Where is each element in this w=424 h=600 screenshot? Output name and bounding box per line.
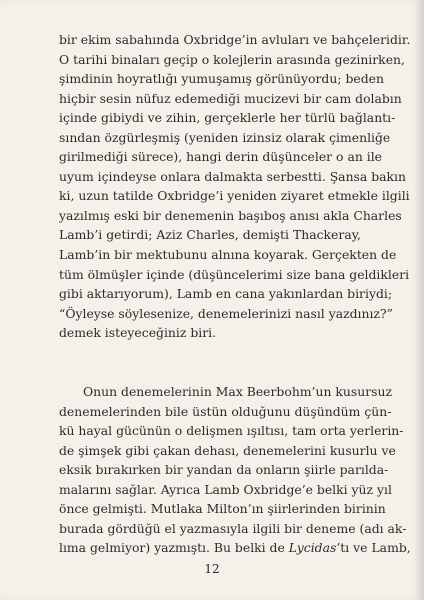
text-line: gibi aktarıyorum), Lamb en cana yakınlardan biriydi;: [59, 286, 393, 302]
text-segment: lıma gelmiyor) yazmıştı. Bu belki de: [59, 540, 289, 556]
text-line: Lamb’i getirdi; Aziz Charles, demişti Thackeray,: [59, 227, 361, 243]
text-line: girilmediği sürece), hangi derin düşünceler o an ile: [59, 149, 383, 165]
text-line: şimdinin hoyratlığı yumuşamış görünüyordu; beden: [59, 71, 384, 87]
text-line: malarını sağlar. Ayrıca Lamb Oxbridge’e belki yüz yıl: [59, 481, 392, 497]
text-line: bir ekim sabahında Oxbridge’in avluları ve bahçeleridir.: [59, 32, 411, 47]
text-line: Onun denemelerinin Max Beerbohm’un kusursuz: [83, 384, 393, 399]
page-number: 12: [204, 562, 220, 576]
text-line: sından özgürleşmiş (yeniden izinsiz olarak çimenliğe: [59, 129, 391, 145]
text-line: kü hayal gücünün o delişmen ışıltısı, tam orta yerlerin-: [59, 423, 404, 439]
text-line: uyum içindeyse onlara dalmakta serbestti. Şansa bakın: [59, 168, 407, 184]
text-segment: ’tı ve Lamb,: [336, 540, 411, 556]
text-line: yazılmış eski bir denemenin başıboş anısı akla Charles: [59, 207, 402, 223]
text-line-mixed: [59, 538, 411, 558]
text-line: eksik bırakırken bir yandan da onların şiirle parılda-: [59, 462, 389, 478]
italic-title: Lycidas: [288, 540, 337, 556]
text-line: ki, uzun tatilde Oxbridge’i yeniden ziyaret etmekle ilgili: [59, 188, 410, 204]
text-line: denemelerinden bile üstün olduğunu düşündüm çün-: [59, 403, 392, 419]
paragraph-2: [59, 382, 411, 558]
text-line: tüm ölmüşler içinde (düşüncelerimi size bana geldikleri: [59, 266, 410, 282]
text-line: hiçbir sesin nüfuz edemediği mucizevi bir cam dolabın: [59, 90, 402, 106]
text-line: “Öyleyse söylesenize, denemelerinizi nasıl yazdınız?”: [59, 305, 393, 321]
text-line: önce gelmişti. Mutlaka Milton’ın şiirlerinden birinin: [59, 501, 386, 517]
text-line: Lamb’in bir mektubunu alnına koyarak. Gerçekten de: [59, 247, 397, 263]
paragraph-1: [59, 30, 411, 343]
text-line: burada gördüğü el yazmasıyla ilgili bir deneme (adı ak-: [59, 520, 407, 536]
text-line: içinde gibiydi ve zihin, gerçeklerle her türlü bağlantı-: [59, 110, 396, 126]
text-line: demek isteyeceğiniz biri.: [59, 325, 217, 341]
text-line: de şimşek gibi çakan dehası, denemelerini kusurlu ve: [59, 442, 396, 458]
text-line: O tarihi binaları geçip o kolejlerin arasında gezinirken,: [59, 51, 405, 67]
